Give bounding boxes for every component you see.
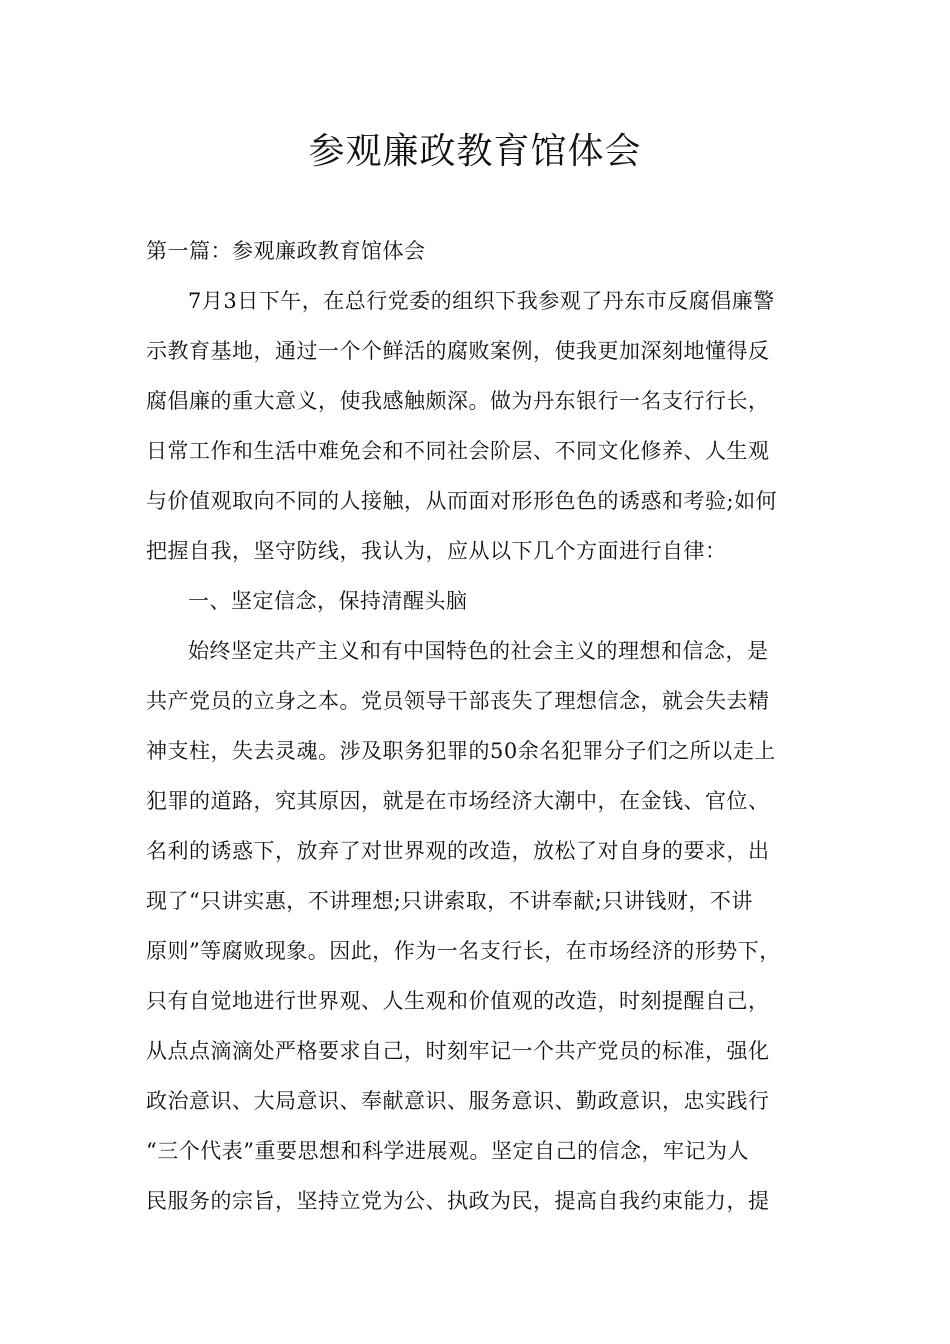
section-heading: 第一篇：参观廉政教育馆体会 bbox=[146, 239, 426, 263]
paragraph-line: “三个代表”重要思想和科学进展观。坚定自己的信念，牢记为人 bbox=[146, 1139, 749, 1163]
paragraph-line: 7月3日下午，在总行党委的组织下我参观了丹东市反腐倡廉警 bbox=[188, 289, 775, 313]
paragraph-line: 政治意识、大局意识、奉献意识、服务意识、勤政意识，忠实践行 bbox=[146, 1089, 770, 1113]
subheading: 一、坚定信念，保持清醒头脑 bbox=[188, 589, 468, 613]
paragraph-line: 腐倡廉的重大意义，使我感触颇深。做为丹东银行一名支行行长， bbox=[146, 389, 770, 413]
paragraph-line: 始终坚定共产主义和有中国特色的社会主义的理想和信念，是 bbox=[188, 639, 769, 663]
paragraph-line: 犯罪的道路，究其原因，就是在市场经济大潮中，在金钱、官位、 bbox=[146, 789, 770, 813]
paragraph-line: 与价值观取向不同的人接触，从而面对形形色色的诱惑和考验;如何 bbox=[146, 489, 778, 513]
paragraph-line: 民服务的宗旨，坚持立党为公、执政为民，提高自我约束能力，提 bbox=[146, 1189, 770, 1213]
paragraph-line: 示教育基地，通过一个个鲜活的腐败案例，使我更加深刻地懂得反 bbox=[146, 339, 770, 363]
paragraph-line: 名利的诱惑下，放弃了对世界观的改造，放松了对自身的要求，出 bbox=[146, 839, 770, 863]
paragraph-line: 把握自我，坚守防线，我认为，应从以下几个方面进行自律： bbox=[146, 539, 727, 563]
paragraph-line: 从点点滴滴处严格要求自己，时刻牢记一个共产党员的标准，强化 bbox=[146, 1039, 770, 1063]
paragraph-line: 原则”等腐败现象。因此，作为一名支行长，在市场经济的形势下， bbox=[146, 939, 781, 963]
paragraph-line: 共产党员的立身之本。党员领导干部丧失了理想信念，就会失去精 bbox=[146, 689, 770, 713]
paragraph-line: 现了“只讲实惠，不讲理想;只讲索取，不讲奉献;只讲钱财，不讲 bbox=[146, 889, 753, 913]
paragraph-line: 只有自觉地进行世界观、人生观和价值观的改造，时刻提醒自己， bbox=[146, 989, 770, 1013]
paragraph-line: 日常工作和生活中难免会和不同社会阶层、不同文化修养、人生观 bbox=[146, 439, 770, 463]
document-title: 参观廉政教育馆体会 bbox=[308, 131, 642, 172]
paragraph-line: 神支柱，失去灵魂。涉及职务犯罪的50余名犯罪分子们之所以走上 bbox=[146, 739, 776, 763]
